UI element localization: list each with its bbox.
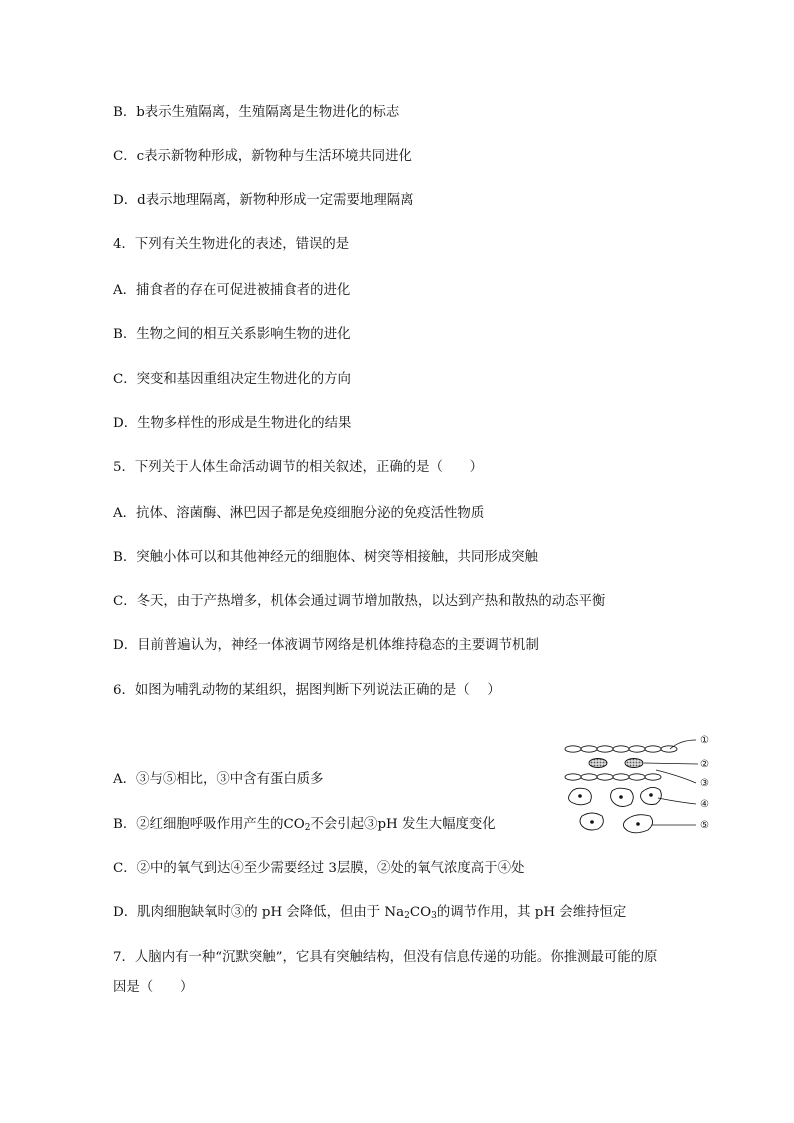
- q7-stem-line2: 因是（ ）: [113, 980, 194, 995]
- q3-option-c: C．c表示新物种形成，新物种与生活环境共同进化: [113, 149, 412, 164]
- label-2: ②: [700, 759, 709, 770]
- q6-option-d-pre: D．肌肉细胞缺氧时③的 pH 会降低，但由于 Na: [113, 905, 405, 920]
- q6-option-b: [113, 815, 496, 835]
- tissue-diagram: [560, 728, 720, 838]
- q5-stem: 5．下列关于人体生命活动调节的相关叙述，正确的是（ ）: [113, 460, 484, 475]
- q6-option-d-mid: CO: [409, 905, 432, 920]
- q7-stem-line1: 7．人脑内有一种“沉默突触”，它具有突触结构，但没有信息传递的功能。你推测最可能的原: [113, 950, 658, 965]
- leader-lines: [644, 740, 698, 825]
- q4-option-d: D．生物多样性的形成是生物进化的结果: [113, 416, 352, 431]
- q6-option-d-sub2: 3: [431, 911, 437, 921]
- q6-option-d-sub1: 2: [404, 911, 410, 921]
- q6-option-d-post: 的调节作用，其 pH 会维持恒定: [436, 905, 627, 920]
- q6-option-b-post: 不会引起③pH 发生大幅度变化: [310, 817, 496, 832]
- figure-labels: [700, 735, 709, 831]
- q3-option-b: B．b表示生殖隔离，生殖隔离是生物进化的标志: [113, 105, 400, 120]
- capillary-wall-top: [565, 746, 677, 752]
- cell-nuclei: [578, 793, 653, 826]
- tissue-cells: [569, 787, 662, 832]
- label-3: ③: [700, 778, 709, 789]
- label-5: ⑤: [700, 820, 709, 831]
- label-1: ①: [700, 735, 709, 746]
- q4-option-c: C．突变和基因重组决定生物进化的方向: [113, 372, 351, 387]
- q4-option-a: A．捕食者的存在可促进被捕食者的进化: [113, 283, 351, 298]
- q6-option-a: A．③与⑤相比，③中含有蛋白质多: [113, 772, 324, 787]
- q4-stem: 4．下列有关生物进化的表述，错误的是: [113, 237, 350, 252]
- q6-stem: 6．如图为哺乳动物的某组织，据图判断下列说法正确的是（ ）: [113, 683, 501, 698]
- q6-option-d: [113, 903, 626, 923]
- q5-option-a: A．抗体、溶菌酶、淋巴因子都是免疫细胞分泌的免疫活性物质: [113, 506, 485, 521]
- q6-option-b-pre: B．②红细胞呼吸作用产生的CO: [113, 817, 305, 832]
- q6-option-c: C．②中的氧气到达④至少需要经过 3层膜，②处的氧气浓度高于④处: [113, 861, 525, 876]
- q5-option-c: C．冬天，由于产热增多，机体会通过调节增加散热，以达到产热和散热的动态平衡: [113, 594, 606, 609]
- q5-option-b: B．突触小体可以和其他神经元的细胞体、树突等相接触，共同形成突触: [113, 550, 538, 565]
- red-blood-cells: [589, 759, 643, 768]
- q6-option-b-sub: 2: [304, 823, 311, 833]
- capillary-wall-bottom: [565, 774, 661, 780]
- q4-option-b: B．生物之间的相互关系影响生物的进化: [113, 327, 351, 342]
- label-4: ④: [700, 799, 709, 810]
- q5-option-d: D．目前普遍认为，神经一体液调节网络是机体维持稳态的主要调节机制: [113, 638, 539, 653]
- q3-option-d: D．d表示地理隔离，新物种形成一定需要地理隔离: [113, 193, 414, 208]
